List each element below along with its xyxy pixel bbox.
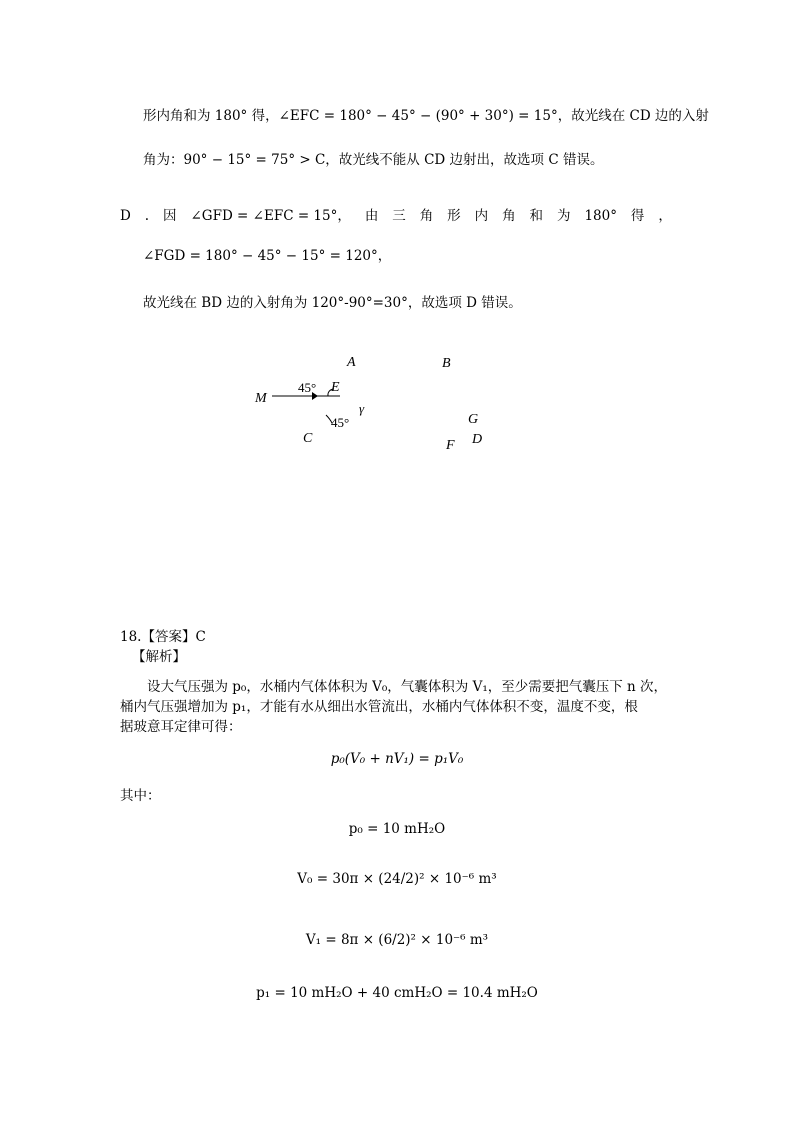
equation-v1: V₁ = 8π × (6/2)² × 10⁻⁶ m³ xyxy=(305,932,489,948)
solution-d-line-2: ∠FGD = 180° − 45° − 15° = 120°， xyxy=(143,248,392,264)
q18-paragraph-line-1: 设大气压强为 p₀，水桶内气体体积为 V₀，气囊体积为 V₁，至少需要把气囊压下 n 次， xyxy=(147,679,668,695)
option-letter-d: D xyxy=(120,208,131,224)
equation-p0: p₀ = 10 mH₂O xyxy=(348,821,446,837)
solution-d-line-3: 故光线在 BD 边的入射角为 120°-90°=30°，故选项 D 错误。 xyxy=(143,295,522,311)
solution-c-line-1: 形内角和为 180° 得，∠EFC = 180° − 45° − (90° + 30°) = 15°，故光线在 CD 边的入射 xyxy=(143,108,709,124)
point-label-b: B xyxy=(442,356,451,371)
point-label-g: G xyxy=(468,412,479,427)
solution-c-line-2: 角为：90° − 15° = 75° > C，故光线不能从 CD 边射出，故选项 C 错误。 xyxy=(143,152,604,168)
q18-analysis-label: 【解析】 xyxy=(132,649,186,665)
solution-d-line-1: D . 因 ∠GFD = ∠EFC = 15°， 由 三 角 形 内 角 和 为 180° 得 ， xyxy=(120,208,672,224)
q18-answer: 18.【答案】C xyxy=(120,629,206,645)
angle-label-bottom: 45° xyxy=(331,415,350,430)
equation-boyle-law: p₀(V₀ + nV₁) = p₁V₀ xyxy=(330,751,464,767)
point-label-e: E xyxy=(331,380,340,395)
optics-diagram xyxy=(0,345,794,465)
angle-equation-gfd: ∠GFD = ∠EFC = 15°， xyxy=(190,208,351,224)
point-label-f: F xyxy=(446,438,455,453)
ray-label-gamma: γ xyxy=(359,401,365,416)
point-label-m: M xyxy=(255,391,267,406)
where-label: 其中： xyxy=(120,788,161,804)
q18-paragraph-line-2: 桶内气压强增加为 p₁，才能有水从细出水管流出，水桶内气体体积不变，温度不变，根 xyxy=(120,699,638,715)
point-label-a: A xyxy=(347,355,356,370)
angle-label-top: 45° xyxy=(298,380,317,395)
point-label-d: D xyxy=(472,432,483,447)
equation-p1: p₁ = 10 mH₂O + 40 cmH₂O = 10.4 mH₂O xyxy=(256,985,538,1001)
equation-v0: V₀ = 30π × (24/2)² × 10⁻⁶ m³ xyxy=(297,871,497,887)
point-label-c: C xyxy=(303,431,313,446)
q18-paragraph-line-3: 据玻意耳定律可得： xyxy=(120,719,242,735)
